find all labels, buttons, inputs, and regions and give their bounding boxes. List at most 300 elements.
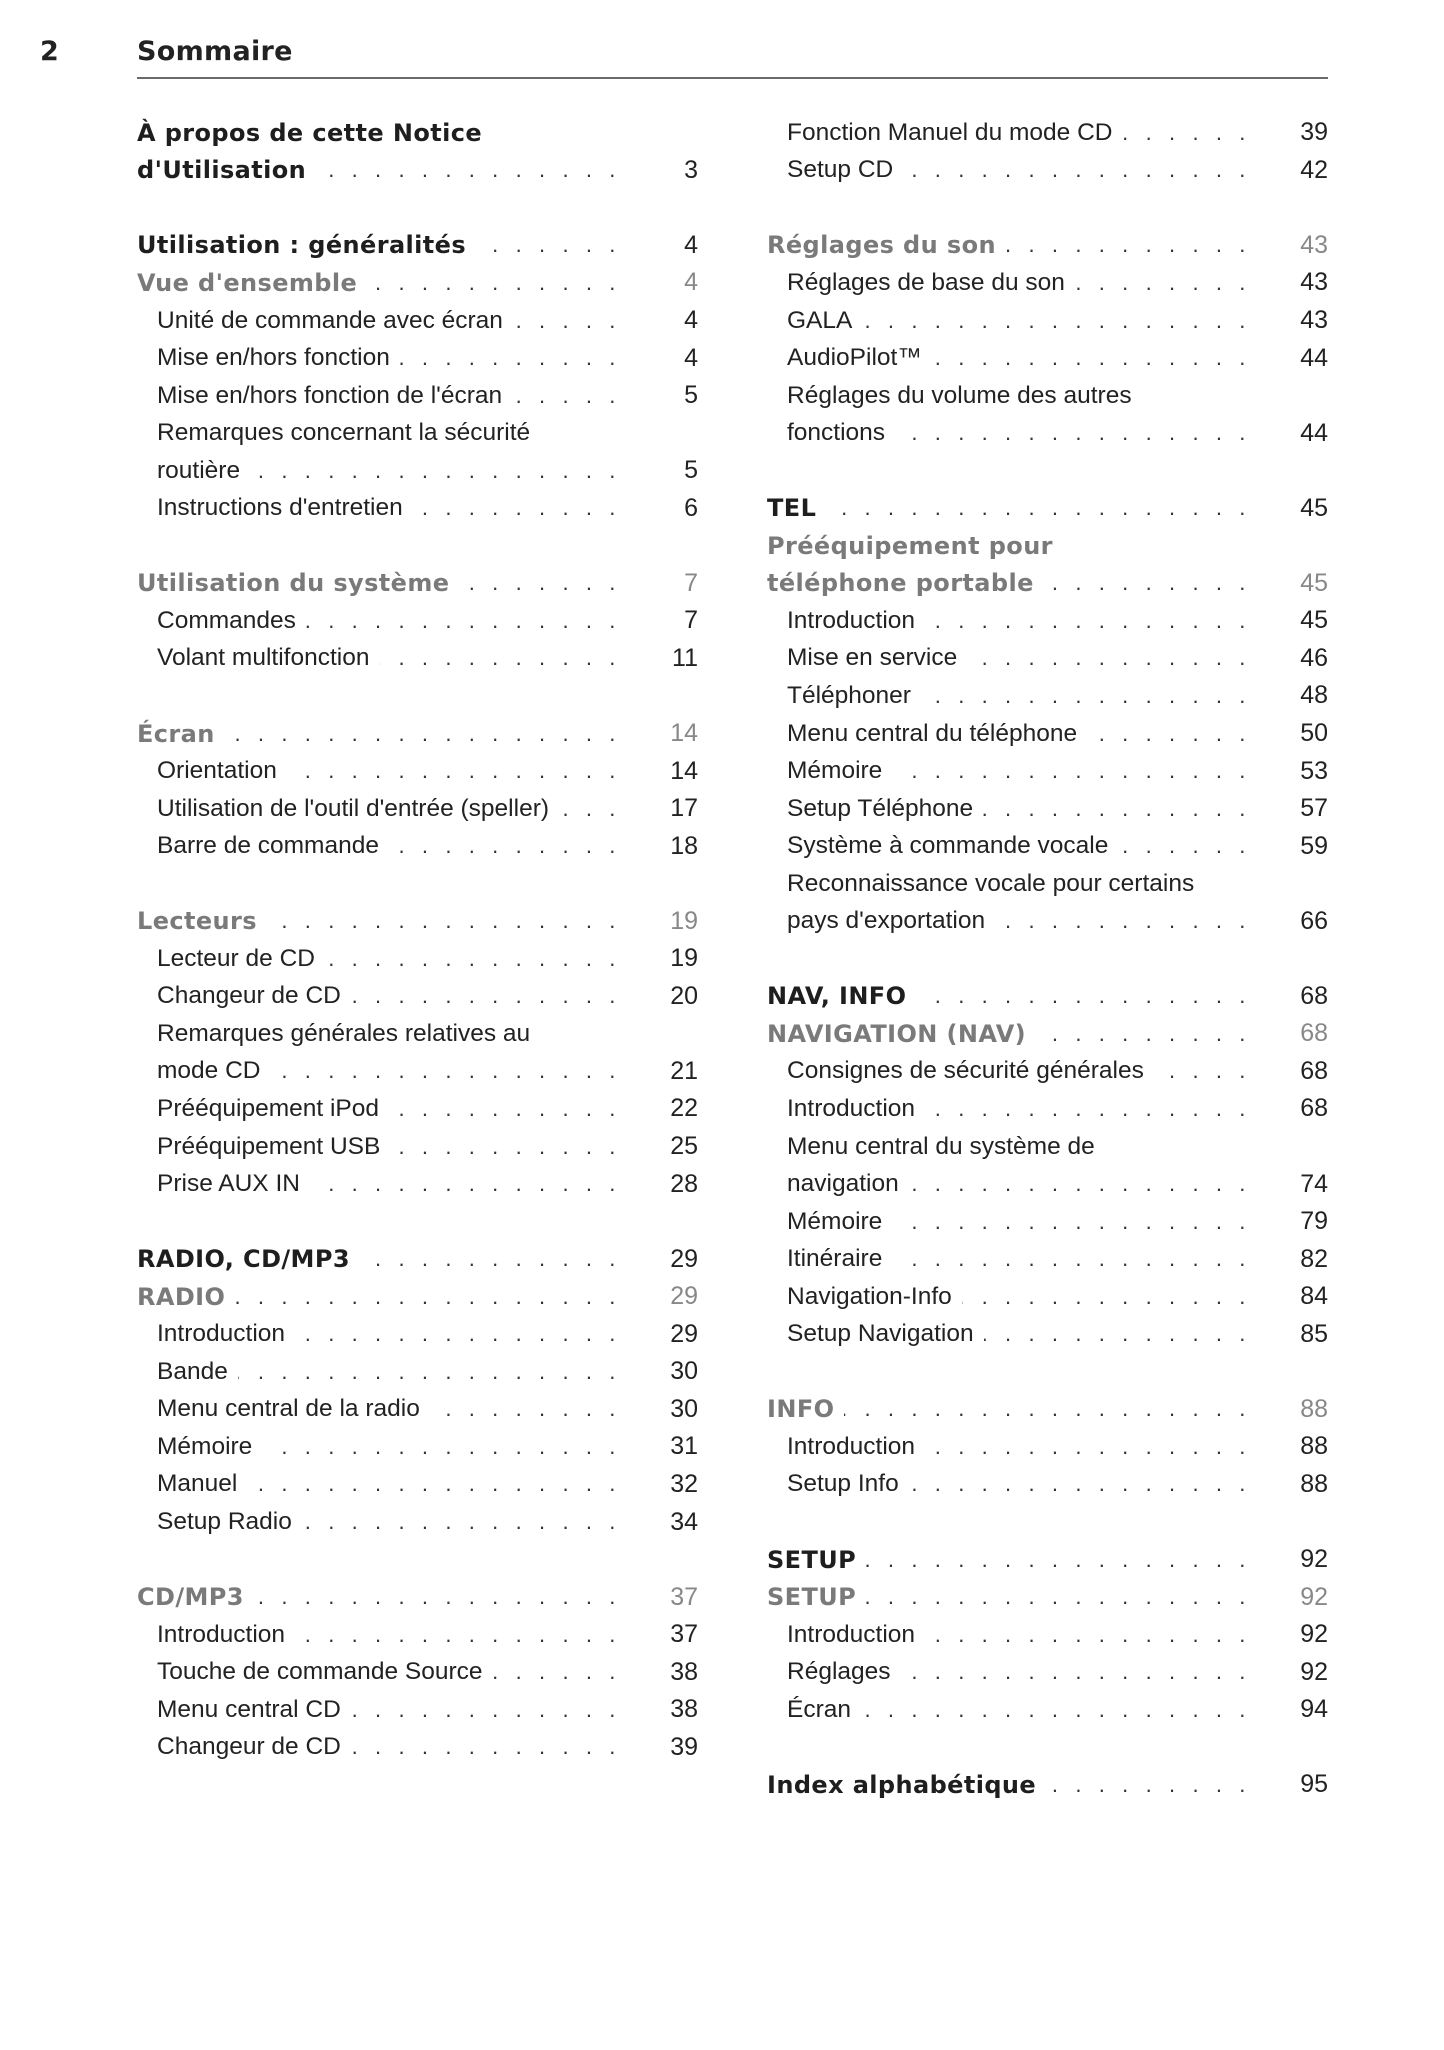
dot-leader xyxy=(306,608,621,634)
toc-entry-title: Réglages du volume des autres xyxy=(787,381,1132,409)
toc-entry-sub[interactable] xyxy=(767,1616,1328,1654)
toc-entry-sub[interactable] xyxy=(137,1015,698,1090)
dot-leader xyxy=(1044,570,1251,596)
dot-leader xyxy=(413,495,621,521)
toc-page-number: 20 xyxy=(670,981,698,1010)
toc-entry-sub[interactable] xyxy=(137,790,698,828)
toc-page-number: 29 xyxy=(670,1244,698,1273)
dot-leader xyxy=(1122,120,1251,146)
toc-entry-title: téléphone portable xyxy=(767,569,1034,598)
toc-entry-sub[interactable] xyxy=(137,827,698,865)
toc-page-number: 43 xyxy=(1300,306,1328,334)
dot-leader xyxy=(921,683,1251,709)
toc-entry-title: Mémoire xyxy=(787,757,883,785)
toc-entry-sub[interactable] xyxy=(137,1316,698,1354)
toc-entry-title: SETUP xyxy=(767,1545,857,1574)
toc-page-number: 7 xyxy=(684,568,698,597)
toc-page-number: 92 xyxy=(1300,1657,1328,1686)
toc-entry-title: Orientation xyxy=(157,757,277,785)
toc-page-number: 22 xyxy=(670,1094,698,1123)
toc-entry-title: Setup Radio xyxy=(157,1508,292,1535)
toc-page-number: 34 xyxy=(670,1507,698,1536)
dot-leader xyxy=(430,1396,621,1422)
dot-leader xyxy=(247,1471,621,1497)
toc-entry-sub[interactable] xyxy=(767,1240,1328,1278)
toc-entry-title: Setup Info xyxy=(787,1470,899,1498)
toc-entry-sub[interactable] xyxy=(767,1128,1328,1203)
toc-page-number: 39 xyxy=(1300,118,1328,147)
toc-page-number: 92 xyxy=(1300,1582,1328,1611)
toc-page-number: 37 xyxy=(670,1620,698,1649)
toc-entry-title: Prééquipement iPod xyxy=(157,1094,380,1122)
toc-entry-sub[interactable] xyxy=(137,339,698,377)
toc-entry-title: Manuel xyxy=(157,1470,238,1498)
toc-entry-section[interactable] xyxy=(137,902,698,940)
dot-leader xyxy=(351,1734,621,1760)
toc-entry-title: Barre de commande xyxy=(157,832,379,860)
dot-leader xyxy=(559,796,621,822)
toc-page-number: 4 xyxy=(684,306,698,334)
dot-leader xyxy=(983,796,1251,822)
dot-leader xyxy=(1046,1772,1251,1798)
dot-leader xyxy=(262,1434,621,1460)
dot-leader xyxy=(925,608,1251,634)
dot-leader xyxy=(925,1096,1251,1122)
toc-entry-title: Mise en service xyxy=(787,644,958,672)
toc-entry-title: Instructions d'entretien xyxy=(157,494,403,522)
toc-entry-sub[interactable] xyxy=(137,602,698,640)
toc-entry-section[interactable] xyxy=(137,264,698,302)
dot-leader xyxy=(287,758,621,784)
toc-page-number: 79 xyxy=(1300,1207,1328,1236)
dot-leader xyxy=(909,1471,1251,1497)
dot-leader xyxy=(476,232,621,258)
spacer xyxy=(767,1729,1328,1767)
toc-entry-sub[interactable] xyxy=(137,1165,698,1203)
spacer xyxy=(767,1503,1328,1541)
toc-entry-title: Téléphoner xyxy=(787,681,911,709)
spacer xyxy=(767,452,1328,490)
toc-page-number: 30 xyxy=(670,1357,698,1386)
toc-page-number: 85 xyxy=(1300,1319,1328,1348)
dot-leader xyxy=(250,458,621,484)
page-title: Sommaire xyxy=(137,36,293,67)
toc-page-number: 25 xyxy=(670,1132,698,1161)
toc-page-number: 7 xyxy=(684,606,698,635)
dot-leader xyxy=(1036,1021,1251,1047)
toc-entry-sub[interactable] xyxy=(137,1691,698,1729)
toc-entry-sub[interactable] xyxy=(137,1391,698,1429)
toc-entry-title: Volant multifonction xyxy=(157,644,370,672)
toc-entry-sub[interactable] xyxy=(137,1128,698,1166)
toc-entry-title: mode CD xyxy=(157,1057,261,1085)
toc-entry-sub[interactable] xyxy=(767,152,1328,190)
toc-page-number: 43 xyxy=(1300,230,1328,259)
toc-entry-sub[interactable] xyxy=(767,377,1328,452)
toc-entry-title: Menu central du système de xyxy=(787,1132,1095,1160)
toc-entry-title: Vue d'ensemble xyxy=(137,268,358,297)
toc-page-number: 57 xyxy=(1300,794,1328,823)
toc-entry-title: Remarques concernant la sécurité xyxy=(157,419,531,447)
toc-page-number: 45 xyxy=(1300,493,1328,522)
toc-entry-title: SETUP xyxy=(767,1583,857,1612)
spacer xyxy=(767,189,1328,227)
header-divider xyxy=(137,77,1328,79)
toc-entry-title: Setup Téléphone xyxy=(787,794,974,822)
toc-entry-title: Système à commande vocale xyxy=(787,832,1109,860)
dot-leader xyxy=(925,1434,1251,1460)
toc-entry-sub[interactable] xyxy=(767,1203,1328,1241)
toc-entry-section[interactable] xyxy=(767,527,1328,602)
toc-entry-title: Introduction xyxy=(787,1432,916,1460)
toc-entry-sub[interactable] xyxy=(137,489,698,527)
toc-entry-title: Introduction xyxy=(787,1620,916,1648)
toc-page-number: 18 xyxy=(670,831,698,860)
toc-entry-title: Prise AUX IN xyxy=(157,1170,300,1198)
toc-page-number: 29 xyxy=(670,1319,698,1348)
toc-page-number: 68 xyxy=(1300,981,1328,1010)
toc-entry-sub[interactable] xyxy=(767,264,1328,302)
toc-page-number: 92 xyxy=(1300,1545,1328,1574)
dot-leader xyxy=(901,1659,1251,1685)
toc-page-number: 74 xyxy=(1300,1169,1328,1198)
toc-entry-title: Changeur de CD xyxy=(157,1733,341,1761)
dot-leader xyxy=(379,645,621,671)
toc-entry-sub[interactable] xyxy=(767,339,1328,377)
toc-page-number: 17 xyxy=(670,794,698,823)
toc-entry-title: NAVIGATION (NAV) xyxy=(767,1019,1027,1048)
toc-page-number: 14 xyxy=(670,756,698,785)
toc-entry-main[interactable] xyxy=(137,227,698,265)
toc-page-number: 31 xyxy=(670,1432,698,1461)
toc-entry-section[interactable] xyxy=(767,1391,1328,1429)
toc-page-number: 94 xyxy=(1300,1695,1328,1724)
toc-entry-section[interactable] xyxy=(137,1278,698,1316)
dot-leader xyxy=(254,1584,621,1610)
toc-entry-sub[interactable] xyxy=(137,1090,698,1128)
toc-entry-sub[interactable] xyxy=(137,1503,698,1541)
toc-entry-title: Lecteur de CD xyxy=(157,944,315,972)
toc-entry-title: AudioPilot™ xyxy=(787,344,922,372)
dot-leader xyxy=(892,1209,1251,1235)
toc-entry-title: routière xyxy=(157,456,241,484)
spacer xyxy=(767,1353,1328,1391)
toc-entry-title: Lecteurs xyxy=(137,907,257,936)
toc-entry-title: Réglages de base du son xyxy=(787,268,1065,296)
toc-entry-title: Introduction xyxy=(157,1320,286,1348)
toc-entry-title: Fonction Manuel du mode CD xyxy=(787,118,1113,146)
toc-entry-sub[interactable] xyxy=(767,827,1328,865)
dot-leader xyxy=(512,383,621,409)
toc-entry-sub[interactable] xyxy=(767,1090,1328,1128)
toc-entry-sub[interactable] xyxy=(137,640,698,678)
toc-page-number: 84 xyxy=(1300,1282,1328,1311)
toc-entry-sub[interactable] xyxy=(767,1653,1328,1691)
toc-entry-sub[interactable] xyxy=(767,1278,1328,1316)
toc-page-number: 88 xyxy=(1300,1469,1328,1498)
toc-page-number: 46 xyxy=(1300,643,1328,672)
dot-leader xyxy=(367,270,621,296)
toc-page-number: 19 xyxy=(670,944,698,973)
spacer xyxy=(767,940,1328,978)
toc-entry-sub[interactable] xyxy=(137,377,698,415)
toc-entry-title: Setup Navigation xyxy=(787,1320,974,1348)
dot-leader xyxy=(351,1697,621,1723)
dot-leader xyxy=(1087,721,1251,747)
toc-entry-title: Changeur de CD xyxy=(157,982,341,1010)
toc-entry-sub[interactable] xyxy=(767,1466,1328,1504)
toc-entry-sub[interactable] xyxy=(137,1653,698,1691)
dot-leader xyxy=(826,495,1251,521)
toc-entry-title: INFO xyxy=(767,1395,835,1424)
dot-leader xyxy=(932,345,1251,371)
toc-entry-sub[interactable] xyxy=(137,1353,698,1391)
dot-leader xyxy=(360,1246,621,1272)
toc-page-number: 68 xyxy=(1300,1094,1328,1123)
toc-entry-title: À propos de cette Notice xyxy=(137,118,483,147)
page-number: 2 xyxy=(40,36,59,67)
toc-entry-title: Menu central CD xyxy=(157,1695,341,1723)
toc-entry-title: RADIO, CD/MP3 xyxy=(137,1245,350,1274)
dot-leader xyxy=(1006,232,1251,258)
toc-page-number: 37 xyxy=(670,1582,698,1611)
toc-entry-section[interactable] xyxy=(137,565,698,603)
toc-page-number: 11 xyxy=(672,643,698,672)
toc-entry-title: Consignes de sécurité générales xyxy=(787,1057,1144,1085)
toc-entry-title: d'Utilisation xyxy=(137,156,307,185)
toc-page-number: 19 xyxy=(670,906,698,935)
toc-entry-sub[interactable] xyxy=(767,677,1328,715)
toc-entry-sub[interactable] xyxy=(767,114,1328,152)
dot-leader xyxy=(390,1134,621,1160)
toc-entry-sub[interactable] xyxy=(137,414,698,489)
dot-leader xyxy=(909,1171,1251,1197)
spacer xyxy=(137,527,698,565)
toc-entry-title: Introduction xyxy=(157,1620,286,1648)
toc-page-number: 38 xyxy=(670,1657,698,1686)
toc-entry-section[interactable] xyxy=(767,227,1328,265)
toc-entry-title: Écran xyxy=(137,719,215,748)
dot-leader xyxy=(235,1284,621,1310)
dot-leader xyxy=(238,1359,621,1385)
toc-entry-section[interactable] xyxy=(137,1578,698,1616)
dot-leader xyxy=(310,1171,621,1197)
dot-leader xyxy=(459,570,621,596)
toc-entry-title: Mise en/hors fonction xyxy=(157,344,390,372)
toc-entry-section[interactable] xyxy=(137,715,698,753)
dot-leader xyxy=(1075,270,1251,296)
dot-leader xyxy=(389,833,621,859)
toc-entry-title: Setup CD xyxy=(787,156,894,184)
toc-entry-title: Prééquipement pour xyxy=(767,531,1053,560)
toc-entry-sub[interactable] xyxy=(137,302,698,340)
dot-leader xyxy=(295,1321,621,1347)
toc-entry-title: pays d'exportation xyxy=(787,907,986,935)
toc-entry-title: Introduction xyxy=(787,606,916,634)
toc-entry-sub[interactable] xyxy=(767,790,1328,828)
toc-page-number: 42 xyxy=(1300,155,1328,184)
toc-page-number: 95 xyxy=(1300,1770,1328,1799)
dot-leader xyxy=(302,1509,621,1535)
toc-entry-sub[interactable] xyxy=(767,602,1328,640)
spacer xyxy=(137,865,698,903)
toc-entry-title: Remarques générales relatives au xyxy=(157,1019,531,1047)
toc-entry-title: Navigation-Info xyxy=(787,1282,952,1310)
dot-leader xyxy=(866,1584,1251,1610)
dot-leader xyxy=(861,1697,1251,1723)
toc-entry-sub[interactable] xyxy=(137,940,698,978)
toc-page-number: 28 xyxy=(670,1169,698,1198)
toc-page-number: 5 xyxy=(684,456,698,485)
toc-entry-main[interactable] xyxy=(137,114,698,189)
toc-page-number: 88 xyxy=(1300,1432,1328,1461)
toc-entry-sub[interactable] xyxy=(767,865,1328,940)
toc-entry-title: Mise en/hors fonction de l'écran xyxy=(157,381,503,409)
toc-page-number: 82 xyxy=(1300,1244,1328,1273)
dot-leader xyxy=(895,420,1251,446)
toc-page-number: 45 xyxy=(1300,606,1328,635)
toc-entry-sub[interactable] xyxy=(767,715,1328,753)
toc-entry-title: NAV, INFO xyxy=(767,982,907,1011)
toc-entry-title: Menu central de la radio xyxy=(157,1395,420,1423)
toc-page-number: 44 xyxy=(1300,418,1328,447)
dot-leader xyxy=(493,1659,622,1685)
toc-column-left xyxy=(137,114,698,1766)
toc-entry-sub[interactable] xyxy=(137,1616,698,1654)
toc-page-number: 50 xyxy=(1300,719,1328,748)
toc-entry-title: navigation xyxy=(787,1170,899,1198)
dot-leader xyxy=(925,1622,1251,1648)
toc-page-number: 6 xyxy=(684,493,698,522)
toc-entry-title: TEL xyxy=(767,494,817,523)
spacer xyxy=(137,677,698,715)
toc-page-number: 3 xyxy=(684,155,698,184)
dot-leader xyxy=(967,645,1251,671)
toc-entry-sub[interactable] xyxy=(767,1691,1328,1729)
toc-entry-section[interactable] xyxy=(767,1015,1328,1053)
toc-entry-title: Introduction xyxy=(787,1094,916,1122)
dot-leader xyxy=(225,721,621,747)
toc-entry-sub[interactable] xyxy=(137,752,698,790)
toc-page-number: 92 xyxy=(1300,1620,1328,1649)
toc-entry-title: Mémoire xyxy=(787,1207,883,1235)
toc-entry-title: Commandes xyxy=(157,606,296,634)
toc-page-number: 21 xyxy=(670,1056,698,1085)
toc-page-number: 4 xyxy=(684,268,698,297)
toc-entry-section[interactable] xyxy=(767,1578,1328,1616)
toc-page-number: 39 xyxy=(670,1732,698,1761)
toc-entry-title: Écran xyxy=(787,1695,852,1723)
toc-entry-main[interactable] xyxy=(767,1766,1328,1804)
toc-page-number: 68 xyxy=(1300,1056,1328,1085)
toc-entry-title: CD/MP3 xyxy=(137,1583,244,1612)
toc-page-number: 29 xyxy=(670,1282,698,1311)
toc-page-number: 68 xyxy=(1300,1019,1328,1048)
toc-page-number: 14 xyxy=(670,719,698,748)
toc-entry-sub[interactable] xyxy=(137,978,698,1016)
toc-page-number: 43 xyxy=(1300,268,1328,297)
toc-entry-title: Mémoire xyxy=(157,1432,253,1460)
toc-page-number: 48 xyxy=(1300,681,1328,710)
toc-entry-sub[interactable] xyxy=(137,1428,698,1466)
toc-entry-title: Unité de commande avec écran xyxy=(157,306,503,334)
dot-leader xyxy=(325,946,621,972)
toc-entry-title: Utilisation : généralités xyxy=(137,231,467,260)
toc-entry-title: Index alphabétique xyxy=(767,1770,1037,1799)
dot-leader xyxy=(862,308,1251,334)
toc-page-number: 4 xyxy=(684,230,698,259)
toc-entry-sub[interactable] xyxy=(767,302,1328,340)
dot-leader xyxy=(316,157,621,183)
toc-entry-sub[interactable] xyxy=(767,1428,1328,1466)
dot-leader xyxy=(962,1284,1251,1310)
toc-entry-sub[interactable] xyxy=(767,1053,1328,1091)
toc-page-number: 4 xyxy=(684,343,698,372)
toc-entry-main[interactable] xyxy=(767,1541,1328,1579)
spacer xyxy=(137,1541,698,1579)
toc-entry-sub[interactable] xyxy=(137,1729,698,1767)
dot-leader xyxy=(513,308,621,334)
toc-entry-main[interactable] xyxy=(767,489,1328,527)
toc-page-number: 5 xyxy=(684,381,698,410)
dot-leader xyxy=(389,1096,621,1122)
toc-entry-title: Menu central du téléphone xyxy=(787,719,1078,747)
toc-entry-title: Réglages xyxy=(787,1658,891,1686)
toc-entry-title: Utilisation de l'outil d'entrée (speller) xyxy=(157,794,550,822)
toc-entry-title: Reconnaissance vocale pour certains xyxy=(787,869,1195,897)
dot-leader xyxy=(866,1547,1251,1573)
toc-entry-title: Bande xyxy=(157,1357,228,1385)
spacer xyxy=(137,1203,698,1241)
toc-page-number: 32 xyxy=(670,1469,698,1498)
toc-entry-sub[interactable] xyxy=(767,1316,1328,1354)
toc-page-number: 45 xyxy=(1300,568,1328,597)
dot-leader xyxy=(1154,1058,1251,1084)
dot-leader xyxy=(984,1321,1251,1347)
toc-column-right xyxy=(767,114,1328,1804)
toc-entry-title: Réglages du son xyxy=(767,231,996,260)
toc-entry-sub[interactable] xyxy=(137,1466,698,1504)
toc-page-number: 66 xyxy=(1300,906,1328,935)
toc-entry-sub[interactable] xyxy=(767,752,1328,790)
toc-entry-sub[interactable] xyxy=(767,640,1328,678)
dot-leader xyxy=(267,908,621,934)
toc-entry-main[interactable] xyxy=(137,1240,698,1278)
dot-leader xyxy=(270,1058,621,1084)
dot-leader xyxy=(916,983,1251,1009)
toc-page-number: 38 xyxy=(670,1695,698,1724)
toc-entry-title: GALA xyxy=(787,306,853,334)
toc-entry-main[interactable] xyxy=(767,978,1328,1016)
dot-leader xyxy=(351,983,621,1009)
dot-leader xyxy=(892,1246,1251,1272)
toc-page-number: 59 xyxy=(1300,831,1328,860)
toc-entry-title: Utilisation du système xyxy=(137,569,450,598)
spacer xyxy=(137,189,698,227)
dot-leader xyxy=(892,758,1251,784)
toc-entry-title: Prééquipement USB xyxy=(157,1132,381,1160)
toc-page-number: 53 xyxy=(1300,756,1328,785)
toc-page-number: 88 xyxy=(1300,1394,1328,1423)
dot-leader xyxy=(400,345,621,371)
toc-entry-title: Touche de commande Source xyxy=(157,1658,483,1686)
dot-leader xyxy=(995,908,1251,934)
toc-entry-title: RADIO xyxy=(137,1282,226,1311)
toc-page-number: 44 xyxy=(1300,343,1328,372)
dot-leader xyxy=(844,1396,1251,1422)
dot-leader xyxy=(903,157,1251,183)
toc-entry-title: Itinéraire xyxy=(787,1245,883,1273)
